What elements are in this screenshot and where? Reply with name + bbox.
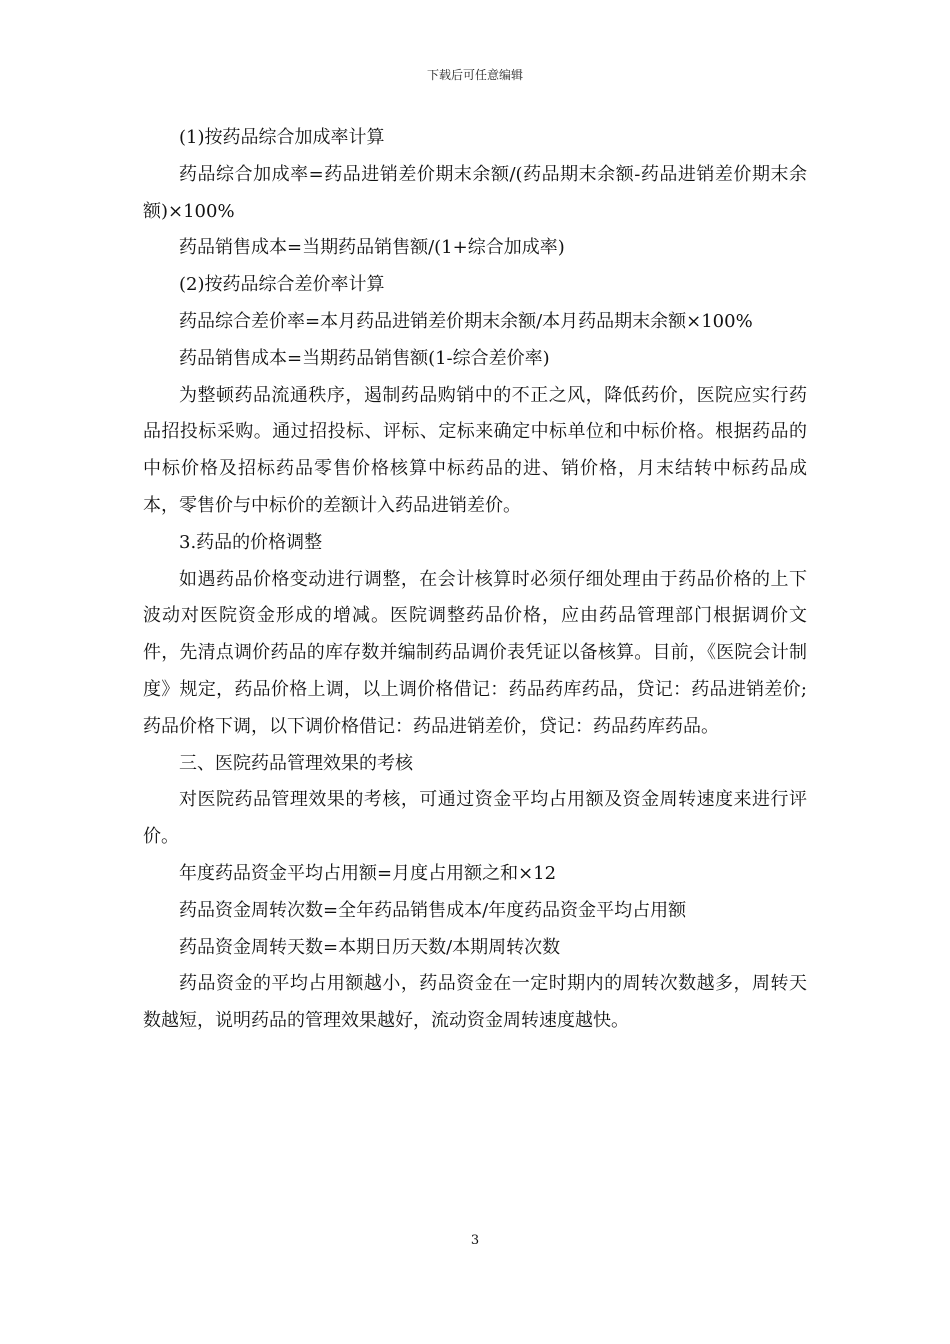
section-heading: 三、医院药品管理效果的考核 — [179, 752, 413, 774]
paragraph: 对医院药品管理效果的考核，可通过资金平均占用额及资金周转速度来进行评价。 — [143, 789, 807, 848]
paragraph: 药品资金的平均占用额越小，药品资金在一定时期内的周转次数越多，周转天数越短，说明药品的管理效果越好，流动资金周转速度越快。 — [143, 973, 807, 1032]
page-header: 下载后可任意编辑 — [426, 68, 523, 82]
paragraph: 为整顿药品流通秩序，遏制药品购销中的不正之风，降低药价，医院应实行药品招投标采购。通过招投标、评标、定标来确定中标单位和中标价格。根据药品的中标价格及招标药品零售价格核算中标药品的进、销价格，月末结转中标药品成本，零售价与中标价的差额计入药品进销差价。 — [143, 384, 807, 516]
paragraph: 药品销售成本=当期药品销售额/(1+综合加成率) — [179, 237, 565, 259]
paragraph: 药品资金周转天数=本期日历天数/本期周转次数 — [179, 936, 561, 958]
page-number: 3 — [470, 1233, 480, 1248]
paragraph: (2)按药品综合差价率计算 — [179, 274, 385, 296]
paragraph: 药品综合加成率=药品进销差价期末余额/(药品期末余额-药品进销差价期末余额)×100% — [143, 163, 807, 222]
paragraph: 药品综合差价率=本月药品进销差价期末余额/本月药品期末余额×100% — [179, 310, 753, 332]
paragraph: 如遇药品价格变动进行调整，在会计核算时必须仔细处理由于药品价格的上下波动对医院资金形成的增减。医院调整药品价格，应由药品管理部门根据调价文件，先清点调价药品的库存数并编制药品调价表凭证以备核算。目前，《医院会计制度》规定，药品价格上调，以上调价格借记：药品药库药品，贷记：药品进销差价;药品价格下调，以下调价格借记：药品进销差价，贷记：药品药库药品。 — [143, 568, 807, 737]
paragraph: 年度药品资金平均占用额=月度占用额之和×12 — [179, 862, 557, 884]
section-heading: 3.药品的价格调整 — [179, 531, 323, 553]
document-body — [143, 120, 807, 1040]
paragraph: 药品销售成本=当期药品销售额(1-综合差价率) — [179, 347, 550, 369]
paragraph: 药品资金周转次数=全年药品销售成本/年度药品资金平均占用额 — [179, 899, 687, 921]
paragraph: (1)按药品综合加成率计算 — [179, 127, 385, 148]
